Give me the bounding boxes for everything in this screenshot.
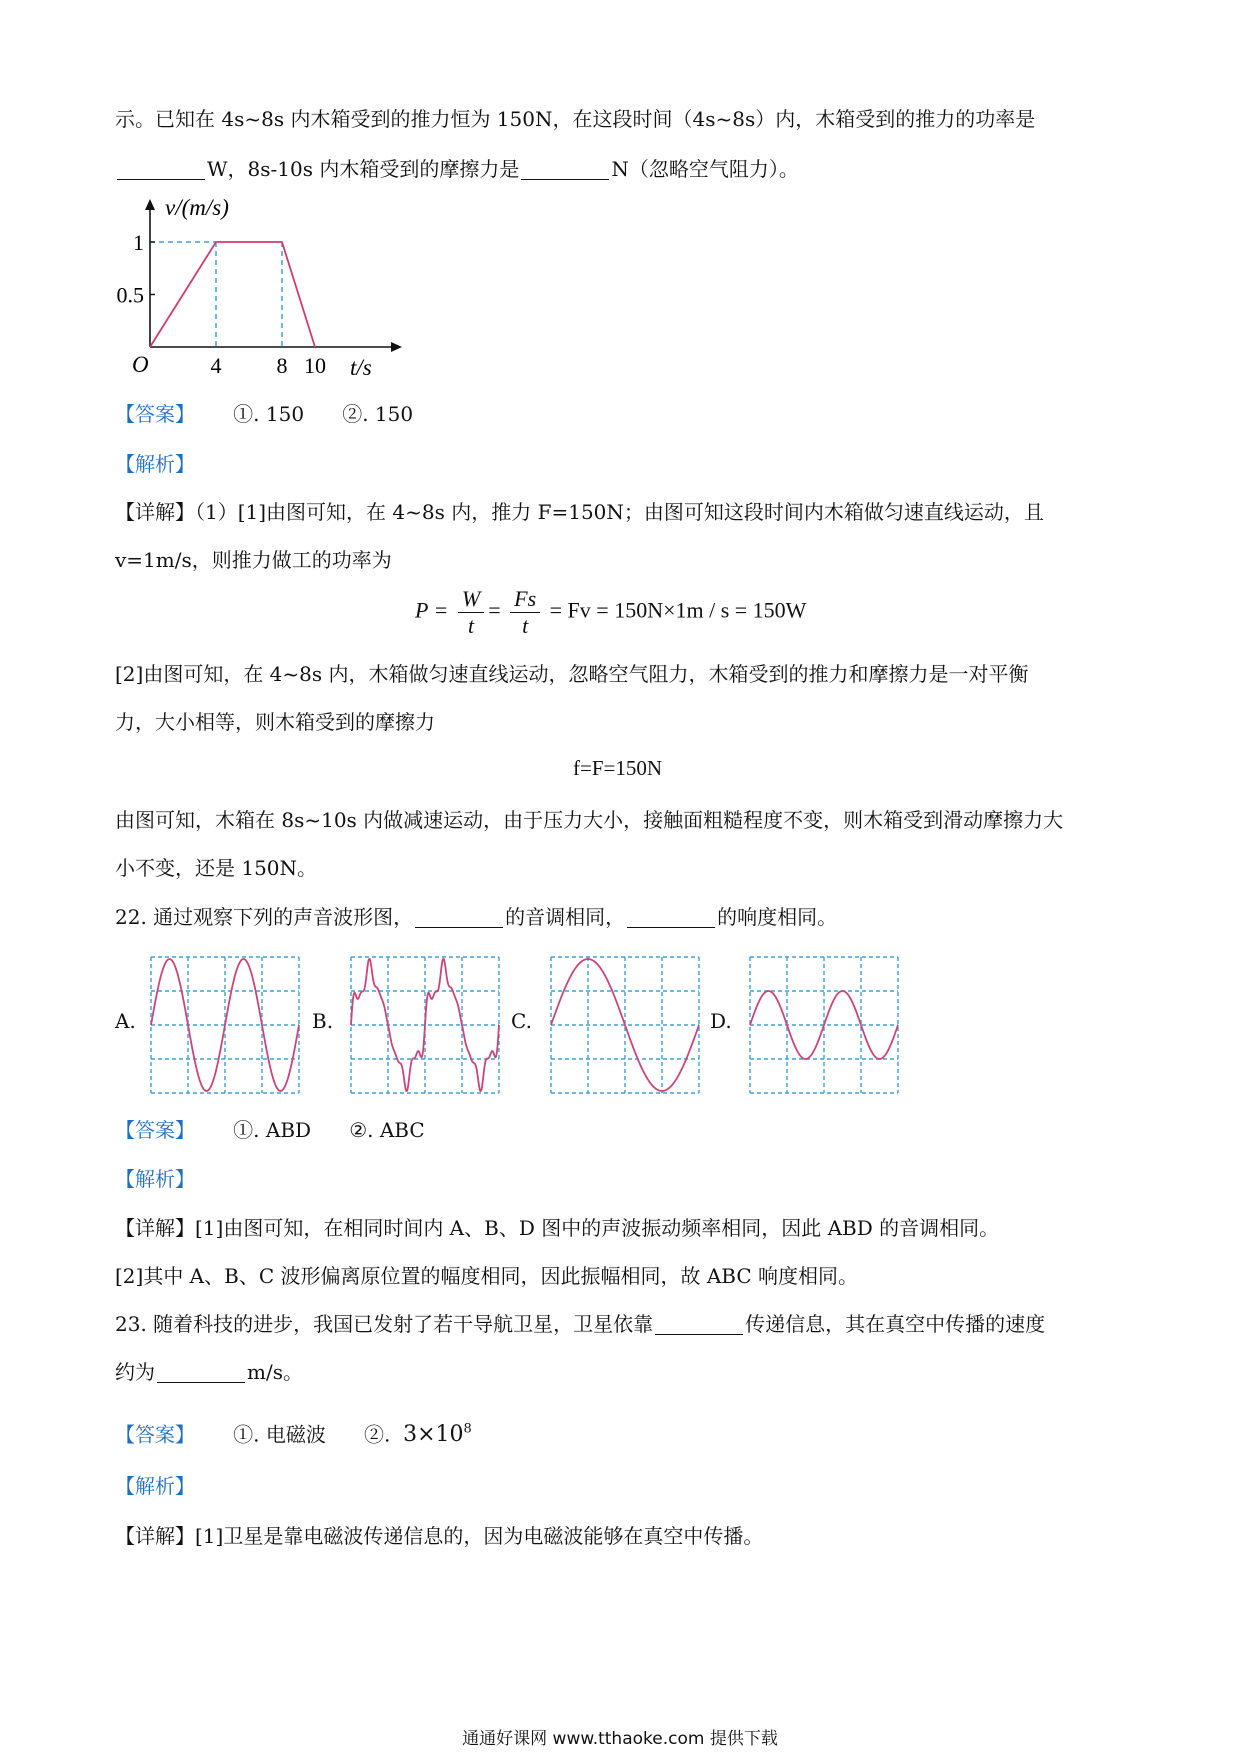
q23-question-1: 23. 随着科技的进步，我国已发射了若干导航卫星，卫星依靠 传递信息，其在真空中传播的速度 [115, 1312, 1046, 1336]
answer-tag: 【答案】 [115, 1118, 195, 1142]
wave-label-b: B. [312, 1009, 334, 1033]
q23-answer [115, 1416, 472, 1449]
q21-detail-1: 【详解】（1）[1]由图可知，在 4~8s 内，推力 F=150N；由图可知这段时间内木箱做匀速直线运动，且 [115, 500, 1044, 524]
x-axis-arrow [391, 342, 402, 352]
analysis-tag: 【解析】 [115, 1167, 195, 1191]
answer-tag: 【答案】 [115, 1422, 195, 1447]
x-tick-label: 8 [276, 353, 288, 378]
x-tick-label: 10 [304, 353, 326, 378]
answer-1: ①. ABD [233, 1118, 312, 1142]
answer-blank [415, 905, 503, 928]
y-tick-label: 0.5 [116, 282, 144, 308]
waveform-d [749, 955, 899, 1095]
q22-detail-2: [2]其中 A、B、C 波形偏离原位置的幅度相同，因此振幅相同，故 ABC 响度相同。 [115, 1264, 859, 1288]
q21-detail-4: 力，大小相等，则木箱受到的摩擦力 [115, 710, 435, 734]
answer-blank [117, 157, 205, 180]
answer-blank [627, 905, 715, 928]
answer-tag: 【答案】 [115, 402, 195, 426]
footer: 通通好课网 www.tthaoke.com 提供下载 [462, 1729, 778, 1749]
analysis-tag: 【解析】 [115, 1474, 195, 1498]
q21-detail-2: v=1m/s，则推力做工的功率为 [115, 548, 392, 572]
q21-answer [115, 400, 413, 428]
analysis-tag: 【解析】 [115, 452, 195, 476]
y-axis-arrow [145, 199, 155, 210]
q21-text-line1: 示。已知在 4s~8s 内木箱受到的推力恒为 150N，在这段时间（4s~8s）内，木箱受到的推力的功率是 [115, 107, 1036, 131]
q23-detail-1: 【详解】[1]卫星是靠电磁波传递信息的，因为电磁波能够在真空中传播。 [115, 1524, 764, 1548]
waveform-b [350, 955, 500, 1095]
wave-label-d: D. [710, 1009, 732, 1033]
y-axis-label: v/(m/s) [165, 195, 229, 220]
q22-detail-1: 【详解】[1]由图可知，在相同时间内 A、B、D 图中的声波振动频率相同，因此 ABD 的音调相同。 [115, 1216, 1000, 1240]
wave-label-c: C. [511, 1009, 532, 1033]
answer-blank [521, 157, 609, 180]
q23-question-2: 约为 m/s。 [115, 1360, 303, 1384]
waveform-c [550, 955, 700, 1095]
wave-label-a: A. [115, 1009, 136, 1033]
q21-detail-5: 由图可知，木箱在 8s~10s 内做减速运动，由于压力大小，接触面粗糙程度不变，则木箱受到滑动摩擦力大 [115, 808, 1064, 832]
x-axis-label: t/s [350, 355, 372, 380]
answer-2-value: $3\times 10^8$ [403, 1422, 472, 1448]
answer-2: ②. ABC [349, 1118, 425, 1142]
x-tick-label: 4 [210, 353, 222, 378]
q21-text-line2: W，8s-10s 内木箱受到的摩擦力是 N（忽略空气阻力）。 [115, 155, 799, 183]
power-equation: P = $\frac{W}{t}$ = $\frac{Fs}{t}$ = Fv = 150N×1m / s = 150W [415, 586, 807, 638]
q22-question: 22. 通过观察下列的声音波形图， 的音调相同， 的响度相同。 [115, 905, 838, 929]
q22-answer [115, 1116, 425, 1144]
answer-1: ①. 电磁波 [233, 1422, 326, 1447]
answer-blank [157, 1360, 245, 1383]
friction-equation: f=F=150N [573, 756, 663, 780]
answer-blank [655, 1312, 743, 1335]
origin-label: O [132, 352, 149, 377]
velocity-time-graph [110, 195, 410, 395]
waveform-a [150, 955, 300, 1095]
answer-2: ②. 150 [342, 402, 414, 426]
velocity-line [150, 242, 315, 347]
q21-detail-6: 小不变，还是 150N。 [115, 856, 318, 880]
answer-2-prefix: ②. [364, 1422, 391, 1447]
answer-1: ①. 150 [233, 402, 305, 426]
q21-detail-3: [2]由图可知，在 4~8s 内，木箱做匀速直线运动，忽略空气阻力，木箱受到的推力和摩擦力是一对平衡 [115, 662, 1029, 686]
y-tick-label: 1 [133, 230, 144, 255]
